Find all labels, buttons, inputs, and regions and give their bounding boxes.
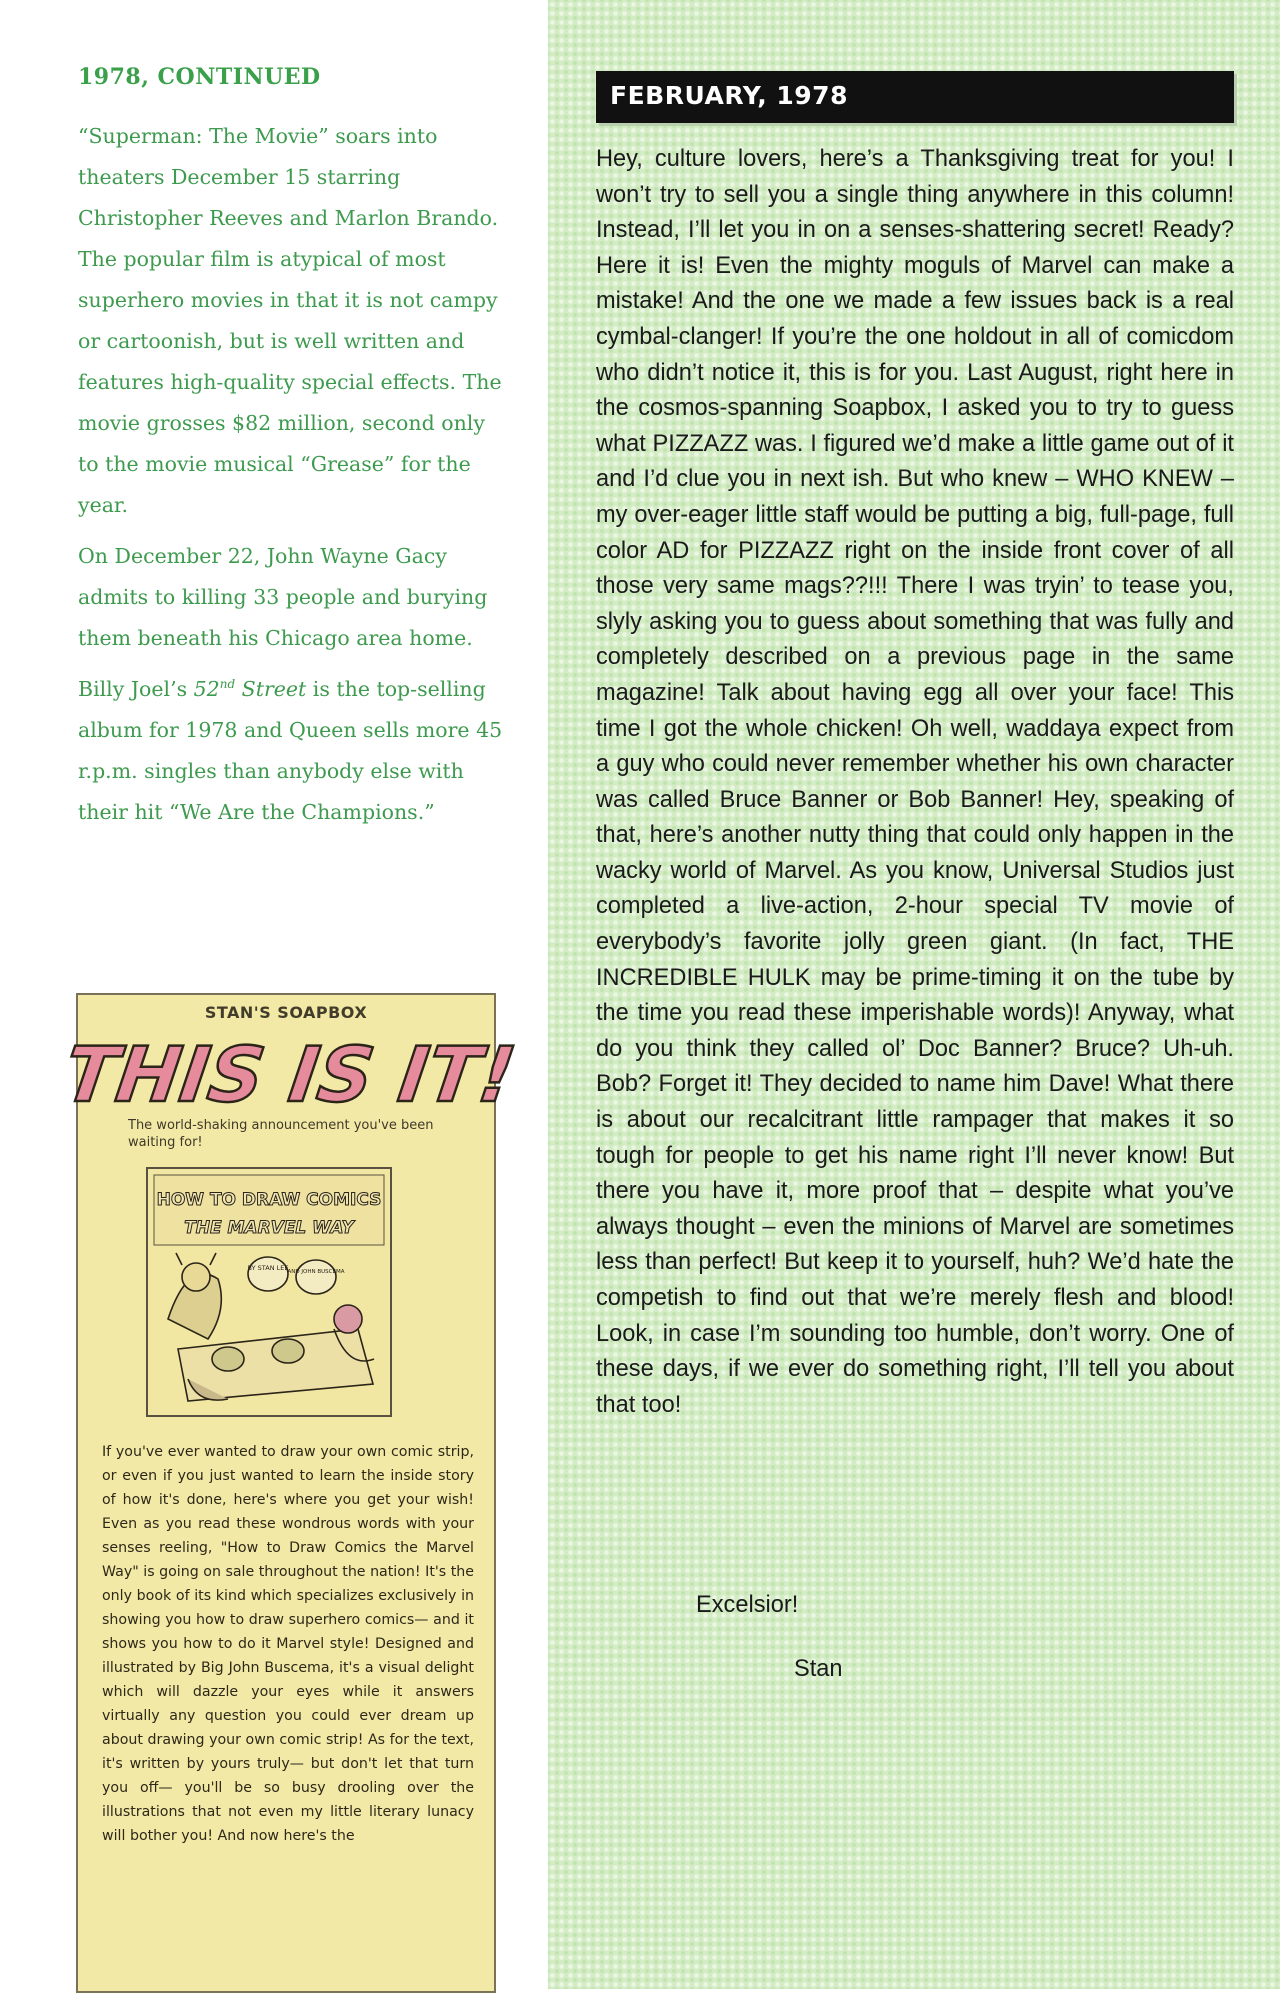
month-header: FEBRUARY, 1978 xyxy=(610,81,848,110)
book-title-line2: THE MARVEL WAY xyxy=(184,1218,354,1238)
book-cover-art xyxy=(148,1169,390,1415)
signature: Stan xyxy=(794,1656,843,1682)
album-number: 52 xyxy=(193,677,220,701)
timeline-paragraph-music xyxy=(78,669,508,833)
signoff: Excelsior! xyxy=(696,1592,799,1618)
soapbox-clipping xyxy=(58,993,521,1993)
clipping-body: If you've ever wanted to draw your own comic strip, or even if you just wanted to learn the inside story of how it's done, here's where you get your wish! Even as you read these wondrous words with your senses reeling, "How to Draw Comics the Marvel Way" is going on sale throughout the nation! It's the only book of its kind which specializes exclusively in showing you how to draw superhero comics— and it shows you how to do it Marvel style! Designed and illustrated by Big John Buscema, it's a visual delight which will dazzle your eyes while it answers virtually any question you could ever dream up about drawing your own comic strip! As for the text, it's written by yours truly— but don't let that turn you off— you'll be so busy drooling over the illustrations that not even my little literary lunacy will bother you! And now here's the xyxy=(102,1444,474,1844)
clipping-title: THIS IS IT! xyxy=(58,1031,521,1120)
clipping-kicker: STAN'S SOAPBOX xyxy=(204,1003,368,1022)
book-cover-panel xyxy=(146,1167,392,1417)
music-text-a: Billy Joel’s xyxy=(78,677,194,701)
byline-john: AND JOHN BUSCEMA xyxy=(287,1269,345,1275)
byline-stan: BY STAN LEE xyxy=(247,1264,289,1272)
timeline-paragraph-gacy: On December 22, John Wayne Gacy admits to killing 33 people and burying them beneath his Chicago area home. xyxy=(78,544,488,650)
album-word: Street xyxy=(235,677,307,701)
music-text-b: is the top-selling album for 1978 and Queen sells more 45 r.p.m. singles than anybody else with their hit “We Are the Champions.” xyxy=(78,677,503,824)
heroes-illustration xyxy=(168,1253,374,1401)
clipping-title-graphic xyxy=(58,1017,521,1120)
timeline-paragraph-superman: “Superman: The Movie” soars into theaters December 15 starring Christopher Reeves and Marlon Brando. The popular film is atypical of most superhero movies in that it is not campy or cartoonish, but is well written and features high-quality special effects. The movie grosses $82 million, second only to the movie musical “Grease” for the year. xyxy=(78,124,502,517)
section-heading: 1978, CONTINUED xyxy=(78,64,321,90)
left-column xyxy=(0,0,548,1989)
clipping-subtitle: The world-shaking announcement you've been waiting for! xyxy=(128,1118,434,1150)
month-header-bar xyxy=(596,71,1234,123)
right-column xyxy=(548,0,1280,1989)
album-superscript: nd xyxy=(219,677,236,692)
soapbox-article: Hey, culture lovers, here’s a Thanksgiving treat for you! I won’t try to sell you a single thing anywhere in this column! Instead, I’ll let you in on a senses-shattering secret! Ready? Here it is! Even the mighty moguls of Marvel can make a mistake! And the one we made a few issues back is a real cymbal-clanger! If you’re the one holdout in all of comicdom who didn’t notice it, this is for you. Last August, right here in the cosmos-spanning Soapbox, I asked you to try to guess what PIZZAZZ was. I figured we’d make a little game out of it and I’d clue you in next ish. But who knew – WHO KNEW – my over-eager little staff would be putting a big, full-page, full color AD for PIZZAZZ right on the inside front cover of all those very same mags??!!! There I was tryin’ to tease you, slyly asking you to guess about something that was fully and completely described on a previous page in the same magazine! Talk about having egg all over your face! This time I got the whole chicken! Oh well, waddaya expect from a guy who could never remember whether his own character was called Bruce Banner or Bob Banner! Hey, speaking of that, here’s another nutty thing that could only happen in the wacky world of Marvel. As you know, Universal Studios just completed a live-action, 2-hour special TV movie of everybody’s favorite jolly green giant. (In fact, THE INCREDIBLE HULK may be prime-timing it on the tube by the time you read these imperishable words)! Anyway, what do you think they called ol’ Doc Banner? Bruce? Uh-uh. Bob? Forget it! They decided to name him Dave! What there is about our recalcitrant little rampager that makes it so tough for people to get his name right I’ll never know! But there you have it, more proof that – despite what you’ve always thought – even the minions of Marvel are sometimes less than perfect! But keep it to yourself, huh? We’d hate the competish to find out that we’re merely flesh and blood! Look, in case I’m sounding too humble, don’t worry. One of these days, if we ever do something right, I’ll tell you about that too! xyxy=(596,146,1234,1418)
book-title-line1: HOW TO DRAW COMICS xyxy=(156,1190,382,1210)
timeline-text xyxy=(78,116,508,843)
album-title xyxy=(194,677,307,701)
